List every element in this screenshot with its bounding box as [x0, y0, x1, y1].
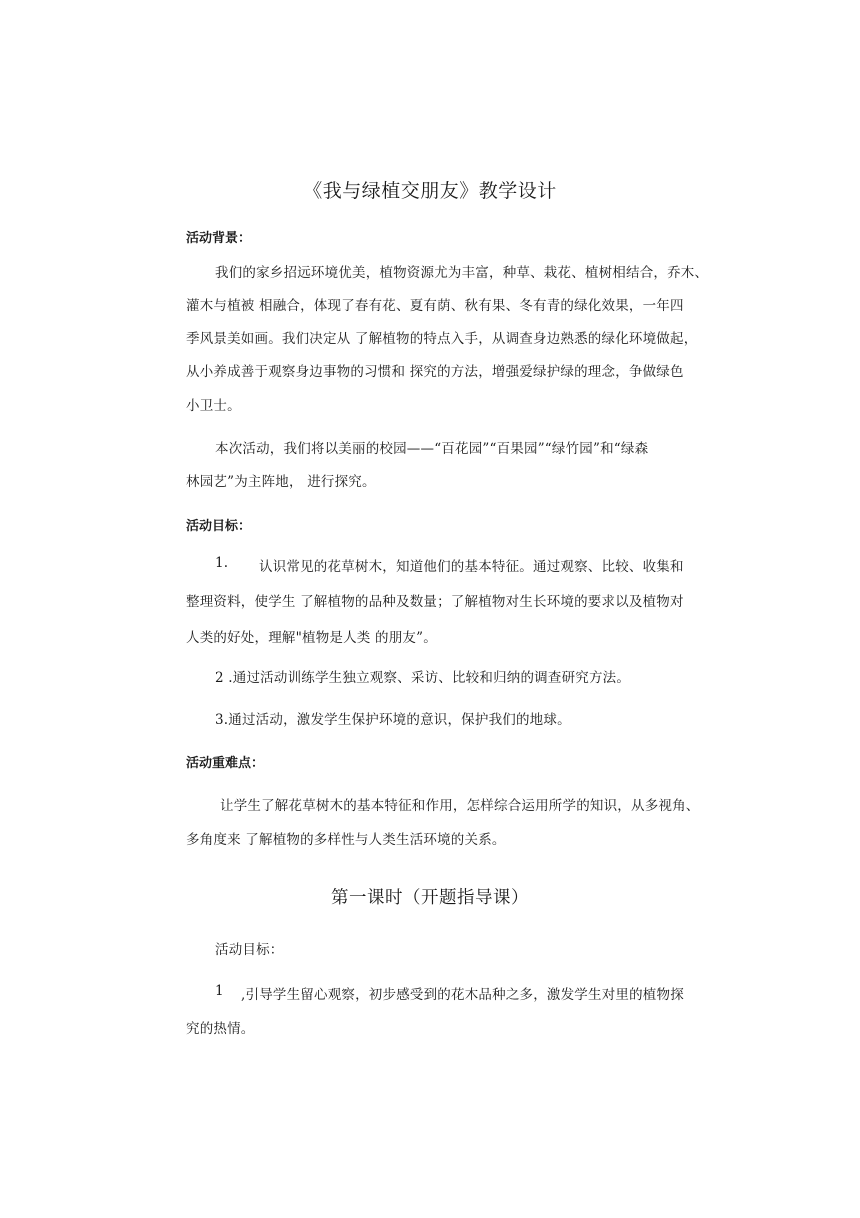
goal-number: 1. — [215, 555, 229, 571]
goal-item-2: 2 .通过活动训练学生独立观察、采访、比较和归纳的调查研究方法。 — [215, 670, 631, 686]
paragraph-line: 季风景美如画。我们决定从 了解植物的特点入手，从调查身边熟悉的绿化环境做起， — [186, 331, 698, 347]
difficulty-heading: 活动重难点： — [186, 756, 265, 771]
lesson-goals-label: 活动目标： — [215, 942, 284, 958]
paragraph-line: 认识常见的花草树木，知道他们的基本特征。通过观察、比较、收集和 — [259, 559, 684, 575]
paragraph-line: 人类的好处，理解"植物是人类 的朋友”。 — [186, 630, 437, 646]
goals-heading: 活动目标： — [186, 519, 252, 534]
goal-item-3: 3.通过活动，激发学生保护环境的意识，保护我们的地球。 — [215, 712, 571, 728]
paragraph-line: 本次活动，我们将以美丽的校园——“百花园”“百果园”“绿竹园”和“绿森 — [215, 441, 649, 457]
paragraph-line: 灌木与植被 相融合，体现了春有花、夏有荫、秋有果、冬有青的绿化效果，一年四 — [186, 298, 684, 314]
paragraph-line: 我们的家乡招远环境优美，植物资源尤为丰富，种草、栽花、植树相结合，乔木、 — [215, 265, 709, 281]
document-title: 《我与绿植交朋友》教学设计 — [303, 180, 557, 202]
paragraph-line: 究的热情。 — [186, 1021, 255, 1037]
paragraph-line: 林园艺”为主阵地， 进行探究。 — [186, 474, 376, 490]
paragraph-line: 小卫士。 — [186, 398, 241, 414]
lesson-title: 第一课时（开题指导课） — [331, 888, 529, 908]
lesson-item-number: 1 — [215, 983, 224, 999]
paragraph-line: 多角度来 了解植物的多样性与人类生活环境的关系。 — [186, 832, 506, 848]
paragraph-line: 整理资料，使学生 了解植物的品种及数量；了解植物对生长环境的要求以及植物对 — [186, 594, 684, 610]
paragraph-line: 从小养成善于观察身边事物的习惯和 探究的方法，增强爱绿护绿的理念，争做绿色 — [186, 364, 684, 380]
background-heading: 活动背景： — [186, 231, 252, 246]
paragraph-line: 让学生了解花草树木的基本特征和作用，怎样综合运用所学的知识，从多视角、 — [220, 798, 700, 814]
paragraph-line: ,引导学生留心观察，初步感受到的花木品种之多，激发学生对里的植物探 — [241, 987, 684, 1003]
